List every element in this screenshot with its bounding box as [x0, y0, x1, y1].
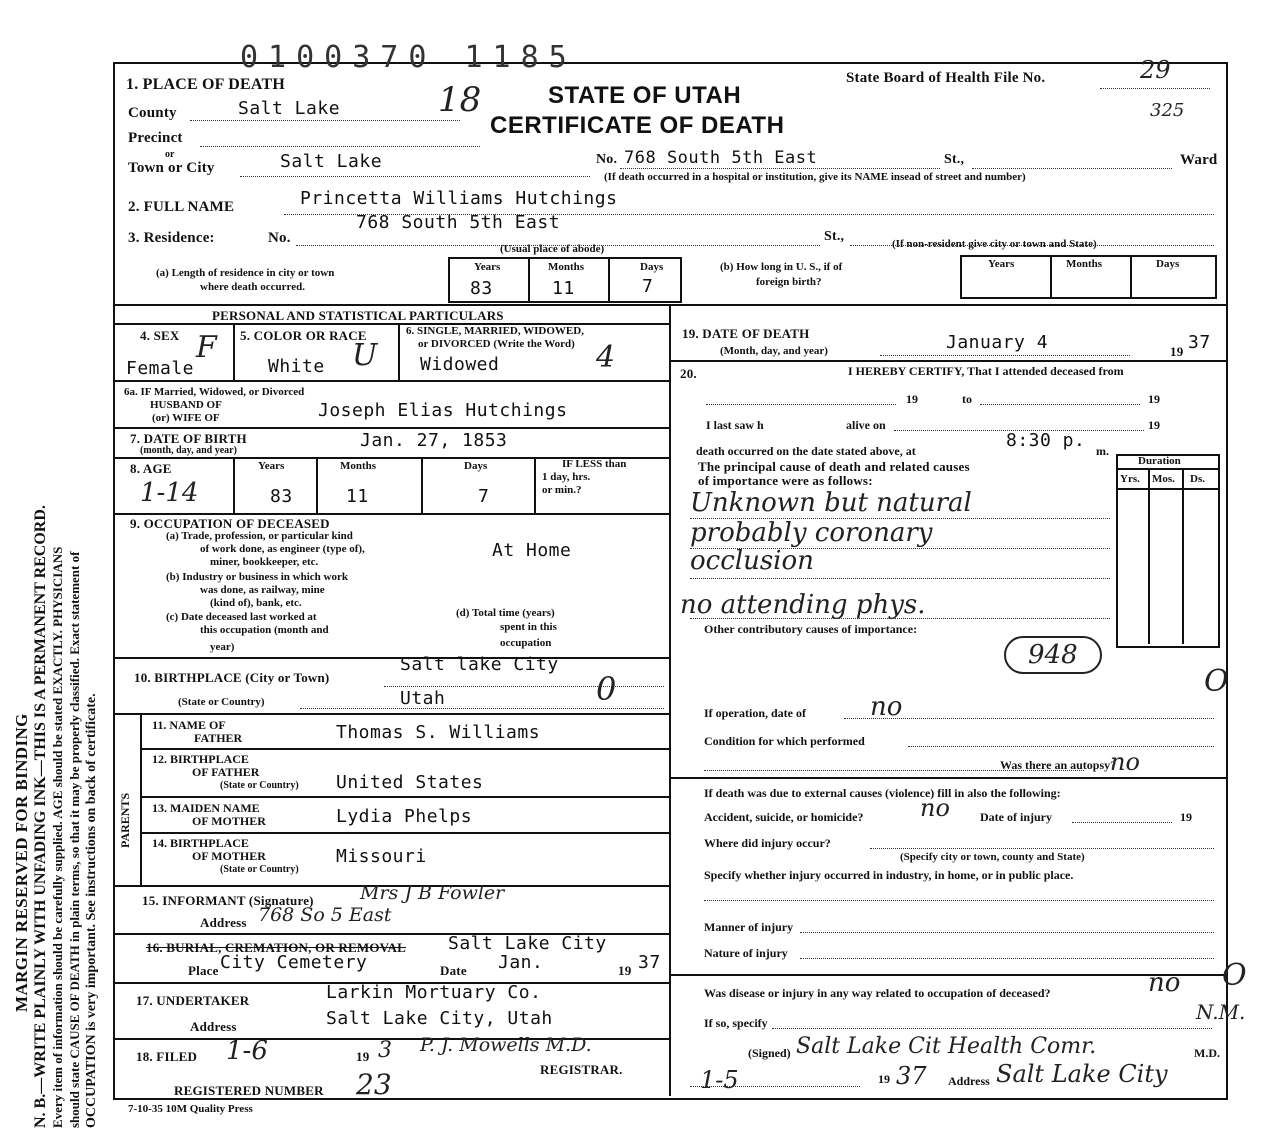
cause-code-circle: 948	[1004, 636, 1102, 674]
birth-state: Utah	[400, 688, 446, 709]
filed-label: 18. FILED	[136, 1049, 198, 1064]
occ-d-1: (d) Total time (years)	[456, 607, 555, 619]
registrar-signature: P. J. Mowells M.D.	[420, 1034, 592, 1056]
dob-label-2: (month, day, and year)	[140, 445, 237, 456]
res-years: 83	[470, 278, 493, 299]
age-code: 1-14	[140, 478, 199, 508]
state-board-label: State Board of Health File No.	[846, 70, 1046, 86]
cause-code-mark: O	[1204, 664, 1229, 699]
physician-signature: Salt Lake Cit Health Comr.	[796, 1034, 1097, 1059]
birth-state-label: (State or Country)	[178, 696, 265, 708]
physician-address: Salt Lake City	[996, 1060, 1168, 1088]
occ-d-2: spent in this	[500, 621, 557, 633]
county-label: County	[128, 105, 177, 121]
accident-label: Accident, suicide, or homicide?	[704, 810, 864, 824]
personal-header: PERSONAL AND STATISTICAL PARTICULARS	[212, 308, 504, 323]
res-months: 11	[552, 278, 575, 299]
residence-label: 3. Residence:	[128, 230, 215, 246]
dod-label-2: (Month, day, and year)	[720, 345, 828, 357]
us-days-header: Days	[1156, 258, 1180, 270]
sign-date: 1-5	[700, 1066, 739, 1094]
duration-ds: Ds.	[1190, 473, 1205, 485]
dod-value: January 4	[946, 332, 1049, 353]
county-code: 18	[438, 80, 482, 120]
age-months: 11	[346, 486, 369, 507]
color-code: U	[352, 338, 378, 373]
death-address: 768 South 5th East	[624, 148, 818, 168]
marital-label-2: or DIVORCED (Write the Word)	[418, 338, 575, 350]
registered-number-label: REGISTERED NUMBER	[174, 1083, 324, 1098]
color-value: White	[268, 356, 325, 377]
hospital-note: (If death occurred in a hospital or institution, give its NAME insead of street and number)	[604, 171, 1026, 183]
other-causes-label: Other contributory causes of importance:	[704, 622, 918, 636]
birthplace-label: 10. BIRTHPLACE (City or Town)	[134, 670, 330, 685]
burial-year-prefix: 19	[618, 963, 632, 978]
father-name: Thomas S. Williams	[336, 722, 541, 743]
birth-code: 0	[596, 670, 617, 708]
occ-c-2: this occupation (month and	[200, 624, 329, 636]
burial-date-label: Date	[440, 963, 467, 978]
certificate-title: CERTIFICATE OF DEATH	[490, 112, 785, 139]
town-label: Town or City	[128, 160, 215, 176]
residence-no-label: No.	[268, 230, 291, 246]
occ-b-3: (kind of), bank, etc.	[210, 597, 302, 609]
residence-st-label: St.,	[824, 229, 845, 244]
father-label-2: FATHER	[194, 731, 243, 745]
margin-instruction-4: OCCUPATION is very important. See instructions on back of certificate.	[84, 693, 99, 1128]
full-name-value: Princetta Williams Hutchings	[300, 188, 618, 209]
manner-label: Manner of injury	[704, 920, 794, 934]
occ-a-2: of work done, as engineer (type of),	[200, 543, 365, 555]
age-months-header: Months	[340, 460, 377, 472]
injury-date-label: Date of injury	[980, 810, 1052, 824]
father-birthplace: United States	[336, 772, 484, 793]
disease-code-mark: O	[1222, 958, 1247, 993]
filed-date: 1-6	[226, 1036, 268, 1066]
sign-year: 37	[896, 1062, 927, 1090]
cause-label: The principal cause of death and related causes	[698, 459, 970, 474]
or-label: or	[165, 149, 175, 160]
dob-value: Jan. 27, 1853	[360, 430, 508, 451]
length-residence-label-2: where death occurred.	[200, 281, 305, 293]
mother-label: 13. MAIDEN NAME	[152, 801, 260, 815]
cert-text: I HEREBY CERTIFY, That I attended deceased from	[848, 364, 1124, 378]
occupation-label: 9. OCCUPATION OF DECEASED	[130, 516, 330, 531]
mother-birth-label-3: (State or Country)	[220, 864, 299, 875]
binding-margin-text: MARGIN RESERVED FOR BINDING	[12, 713, 31, 1012]
street-no-label: No.	[596, 152, 618, 167]
usual-abode-note: (Usual place of abode)	[500, 243, 605, 255]
us-years-header: Years	[988, 258, 1015, 270]
ward-label: Ward	[1180, 152, 1218, 168]
dod-label: 19. DATE OF DEATH	[682, 326, 810, 341]
cert-19b: 19	[1148, 392, 1160, 406]
filed-year: 3	[378, 1038, 392, 1063]
cause-line-1: Unknown but natural	[690, 488, 972, 518]
dod-year-prefix: 19	[1170, 344, 1184, 359]
operation-value: no	[870, 692, 903, 722]
precinct-label: Precinct	[128, 130, 183, 146]
county-value: Salt Lake	[238, 98, 341, 119]
age-years-header: Years	[258, 460, 285, 472]
mother-name: Lydia Phelps	[336, 806, 473, 827]
length-residence-label: (a) Length of residence in city or town	[156, 267, 335, 279]
form-footer: 7-10-35 10M Quality Press	[128, 1103, 253, 1115]
autopsy-value: no	[1110, 748, 1140, 776]
where-hint: (Specify city or town, county and State)	[900, 851, 1085, 863]
mother-birth-label: 14. BIRTHPLACE	[152, 836, 249, 850]
injury-year-prefix: 19	[1180, 810, 1192, 824]
informant-signature: Mrs J B Fowler	[360, 882, 505, 904]
cert-19a: 19	[906, 392, 918, 406]
marital-code: 4	[596, 340, 616, 375]
parents-label: PARENTS	[118, 792, 132, 848]
burial-label: 16. BURIAL, CREMATION, OR REMOVAL	[146, 940, 406, 955]
cause-line-2: probably coronary	[690, 518, 933, 548]
spouse-value: Joseph Elias Hutchings	[318, 400, 568, 421]
cert-19c: 19	[1148, 418, 1160, 432]
specify-label: Specify whether injury occurred in industry, in home, or in public place.	[704, 868, 1074, 882]
color-label: 5. COLOR OR RACE	[240, 328, 367, 343]
md-label: M.D.	[1194, 1046, 1220, 1060]
sex-value: Female	[126, 358, 195, 379]
alive-on-label: alive on	[846, 418, 886, 432]
registrar-label: REGISTRAR.	[540, 1062, 623, 1077]
age-years: 83	[270, 486, 293, 507]
spouse-label: 6a. IF Married, Widowed, or Divorced	[124, 386, 305, 398]
if-so-label: If so, specify	[704, 1016, 768, 1030]
us-residence-label: (b) How long in U. S., if of	[720, 261, 843, 273]
spouse-label-3: (or) WIFE OF	[152, 412, 220, 424]
town-value: Salt Lake	[280, 151, 383, 172]
us-residence-label-2: foreign birth?	[756, 276, 822, 288]
mother-label-2: OF MOTHER	[192, 814, 266, 828]
father-birth-label: 12. BIRTHPLACE	[152, 752, 249, 766]
external-label: If death was due to external causes (violence) fill in also the following:	[704, 786, 1061, 800]
father-birth-label-3: (State or Country)	[220, 780, 299, 791]
file-sub-number: 325	[1150, 100, 1185, 121]
sex-label: 4. SEX	[140, 328, 180, 343]
occ-d-3: occupation	[500, 637, 552, 649]
occ-c-1: (c) Date deceased last worked at	[166, 611, 317, 623]
age-days: 7	[478, 486, 490, 507]
nature-label: Nature of injury	[704, 946, 788, 960]
signed-label: (Signed)	[748, 1046, 791, 1060]
occ-c-3: year)	[210, 641, 235, 653]
burial-place: City Cemetery	[220, 952, 368, 973]
margin-instruction-1: N. B.—WRITE PLAINLY WITH UNFADING INK—THIS IS A PERMANENT RECORD.	[32, 505, 49, 1128]
street-label: St.,	[944, 152, 965, 167]
mother-birth-label-2: OF MOTHER	[192, 849, 266, 863]
burial-date: Jan.	[498, 952, 544, 973]
undertaker-label: 17. UNDERTAKER	[136, 993, 250, 1008]
file-number: 29	[1140, 56, 1171, 84]
autopsy-label: Was there an autopsy?	[1000, 758, 1117, 772]
cause-label-2: of importance were as follows:	[698, 473, 873, 488]
informant-label: 15. INFORMANT (Signature)	[142, 893, 314, 908]
margin-instruction-2: Every item of information should be carefully supplied. AGE should be stated EXACTLY. PHYSICIANS	[50, 546, 65, 1128]
duration-mos: Mos.	[1152, 473, 1175, 485]
age-label: 8. AGE	[130, 461, 172, 476]
sex-code: F	[196, 330, 217, 365]
undertaker-address-label: Address	[190, 1019, 237, 1034]
occ-b-1: (b) Industry or business in which work	[166, 571, 348, 583]
res-days: 7	[642, 276, 654, 297]
res-months-header: Months	[548, 261, 585, 273]
marital-value: Widowed	[420, 354, 500, 375]
res-years-header: Years	[474, 261, 501, 273]
less-than-day: 1 day, hrs.	[542, 471, 591, 483]
full-name-label: 2. FULL NAME	[128, 199, 235, 215]
burial-city: Salt Lake City	[448, 933, 607, 954]
less-than-label: IF LESS than	[562, 458, 627, 470]
place-of-death-heading: 1. PLACE OF DEATH	[126, 76, 285, 93]
accident-value: no	[920, 794, 950, 822]
last-saw-label: I last saw h	[706, 418, 764, 432]
duration-header: Duration	[1138, 455, 1181, 467]
father-birth-label-2: OF FATHER	[192, 765, 260, 779]
dob-label: 7. DATE OF BIRTH	[130, 431, 247, 446]
occ-a-1: (a) Trade, profession, or particular kind	[166, 530, 353, 542]
death-occurred-label: death occurred on the date stated above, at	[696, 444, 916, 458]
death-time: 8:30 p.	[1006, 430, 1086, 451]
residence-value: 768 South 5th East	[356, 212, 561, 233]
margin-instruction-3: should state CAUSE OF DEATH in plain terms, so that it may be properly classified. Exact statement of	[67, 551, 82, 1128]
undertaker-address: Salt Lake City, Utah	[326, 1008, 553, 1029]
physician-address-label: Address	[948, 1074, 990, 1088]
dod-year: 37	[1188, 332, 1211, 353]
nm-mark: N.M.	[1196, 1000, 1246, 1024]
us-months-header: Months	[1066, 258, 1103, 270]
state-title: STATE OF UTAH	[548, 82, 742, 109]
cert-number: 20.	[680, 366, 697, 381]
undertaker-name: Larkin Mortuary Co.	[326, 982, 542, 1003]
birth-city: Salt lake City	[400, 654, 559, 675]
less-than-min: or min.?	[542, 484, 582, 496]
where-label: Where did injury occur?	[704, 836, 831, 850]
disease-label: Was disease or injury in any way related to occupation of deceased?	[704, 986, 1051, 1000]
occ-a-3: miner, bookkeeper, etc.	[210, 556, 319, 568]
informant-address-label: Address	[200, 915, 247, 930]
disease-value: no	[1148, 968, 1181, 998]
burial-year: 37	[638, 952, 661, 973]
burial-place-label: Place	[188, 963, 219, 978]
cause-line-4: no attending phys.	[680, 590, 926, 620]
death-time-suffix: m.	[1096, 444, 1109, 458]
serial-number: 0100370 1185	[240, 40, 577, 75]
cause-line-3: occlusion	[690, 546, 814, 576]
mother-birthplace: Missouri	[336, 846, 427, 867]
duration-yrs: Yrs.	[1120, 473, 1140, 485]
age-days-header: Days	[464, 460, 488, 472]
res-days-header: Days	[640, 261, 664, 273]
occupation-value: At Home	[492, 540, 572, 561]
informant-address: 768 So 5 East	[258, 904, 392, 926]
filed-year-prefix: 19	[356, 1049, 370, 1064]
father-label: 11. NAME OF	[152, 718, 226, 732]
spouse-label-2: HUSBAND OF	[150, 399, 222, 411]
registered-number: 23	[356, 1068, 392, 1101]
condition-label: Condition for which performed	[704, 734, 865, 748]
sign-year-prefix: 19	[878, 1072, 890, 1086]
marital-label: 6. SINGLE, MARRIED, WIDOWED,	[406, 325, 584, 337]
operation-label: If operation, date of	[704, 706, 806, 720]
occ-b-2: was done, as railway, mine	[200, 584, 325, 596]
cert-to: to	[962, 392, 972, 406]
nonresident-note: (If non-resident give city or town and State)	[892, 238, 1097, 250]
